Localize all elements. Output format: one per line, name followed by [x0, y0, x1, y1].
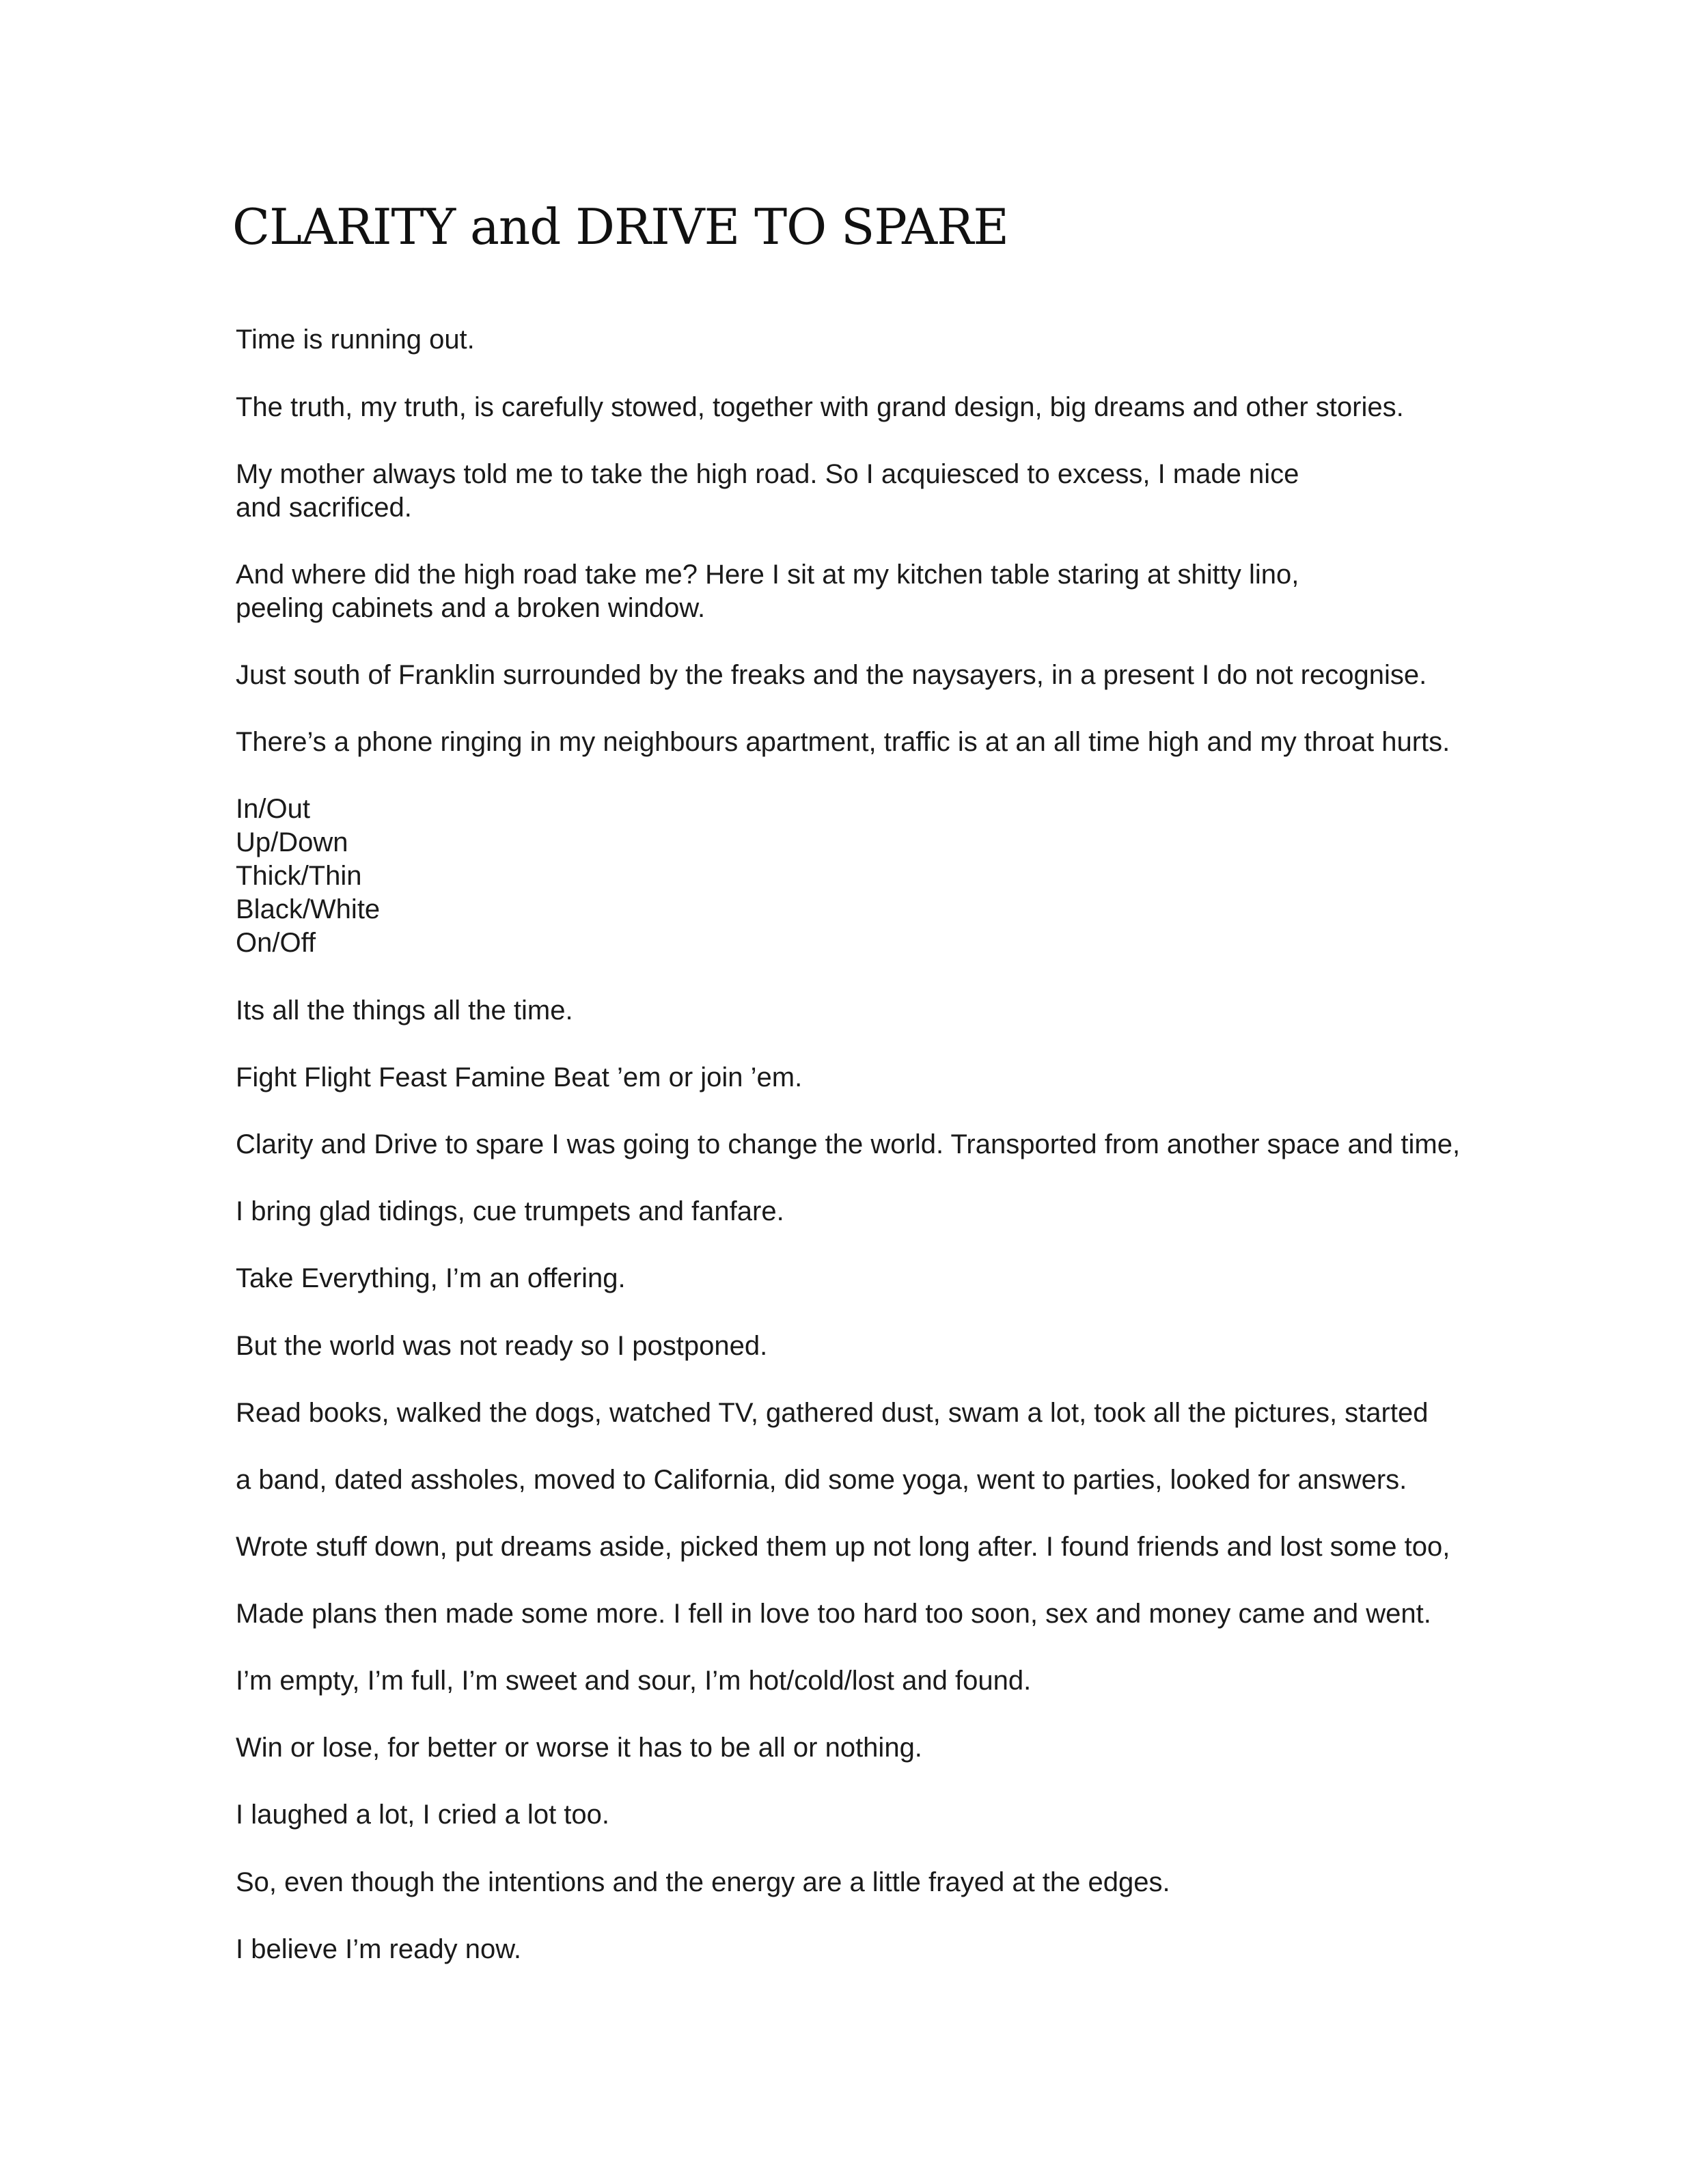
- text-line: There’s a phone ringing in my neighbours apartment, traffic is at an all time high and my throat hurts.: [236, 727, 1450, 757]
- text-line: Win or lose, for better or worse it has to be all or nothing.: [236, 1733, 922, 1763]
- text-line: Up/Down: [236, 827, 348, 857]
- text-line: My mother always told me to take the high road. So I acquiesced to excess, I made nice: [236, 459, 1299, 489]
- text-line: In/Out: [236, 794, 310, 824]
- text-line: Just south of Franklin surrounded by the freaks and the naysayers, in a present I do not recognise.: [236, 660, 1427, 690]
- text-line: I bring glad tidings, cue trumpets and fanfare.: [236, 1196, 784, 1226]
- text-line: Thick/Thin: [236, 861, 362, 891]
- text-line: So, even though the intentions and the energy are a little frayed at the edges.: [236, 1867, 1170, 1897]
- text-line: a band, dated assholes, moved to California, did some yoga, went to parties, looked for answers.: [236, 1465, 1407, 1495]
- text-line: Wrote stuff down, put dreams aside, picked them up not long after. I found friends and lost some too,: [236, 1532, 1450, 1562]
- text-line: I believe I’m ready now.: [236, 1934, 521, 1964]
- text-line: Clarity and Drive to spare I was going to change the world. Transported from another space and time,: [236, 1129, 1461, 1159]
- text-line: Made plans then made some more. I fell in love too hard too soon, sex and money came and went.: [236, 1599, 1431, 1629]
- text-line: The truth, my truth, is carefully stowed, together with grand design, big dreams and other stories.: [236, 392, 1404, 422]
- text-line: Its all the things all the time.: [236, 995, 573, 1026]
- text-line: I laughed a lot, I cried a lot too.: [236, 1800, 610, 1830]
- text-line: Black/White: [236, 894, 381, 924]
- text-line: Take Everything, I’m an offering.: [236, 1263, 626, 1293]
- text-line: On/Off: [236, 928, 316, 958]
- text-line: Fight Flight Feast Famine Beat ’em or join ’em.: [236, 1062, 803, 1092]
- text-line: Time is running out.: [236, 325, 475, 355]
- document-title: CLARITY and DRIVE TO SPARE: [232, 198, 1008, 256]
- text-line: and sacrificed.: [236, 493, 412, 523]
- text-line: I’m empty, I’m full, I’m sweet and sour, I’m hot/cold/lost and found.: [236, 1666, 1032, 1696]
- text-line: Read books, walked the dogs, watched TV, gathered dust, swam a lot, took all the pictures, started: [236, 1398, 1429, 1428]
- text-line: And where did the high road take me? Here I sit at my kitchen table staring at shitty lino,: [236, 560, 1299, 590]
- text-line: peeling cabinets and a broken window.: [236, 593, 706, 623]
- text-line: But the world was not ready so I postponed.: [236, 1331, 768, 1361]
